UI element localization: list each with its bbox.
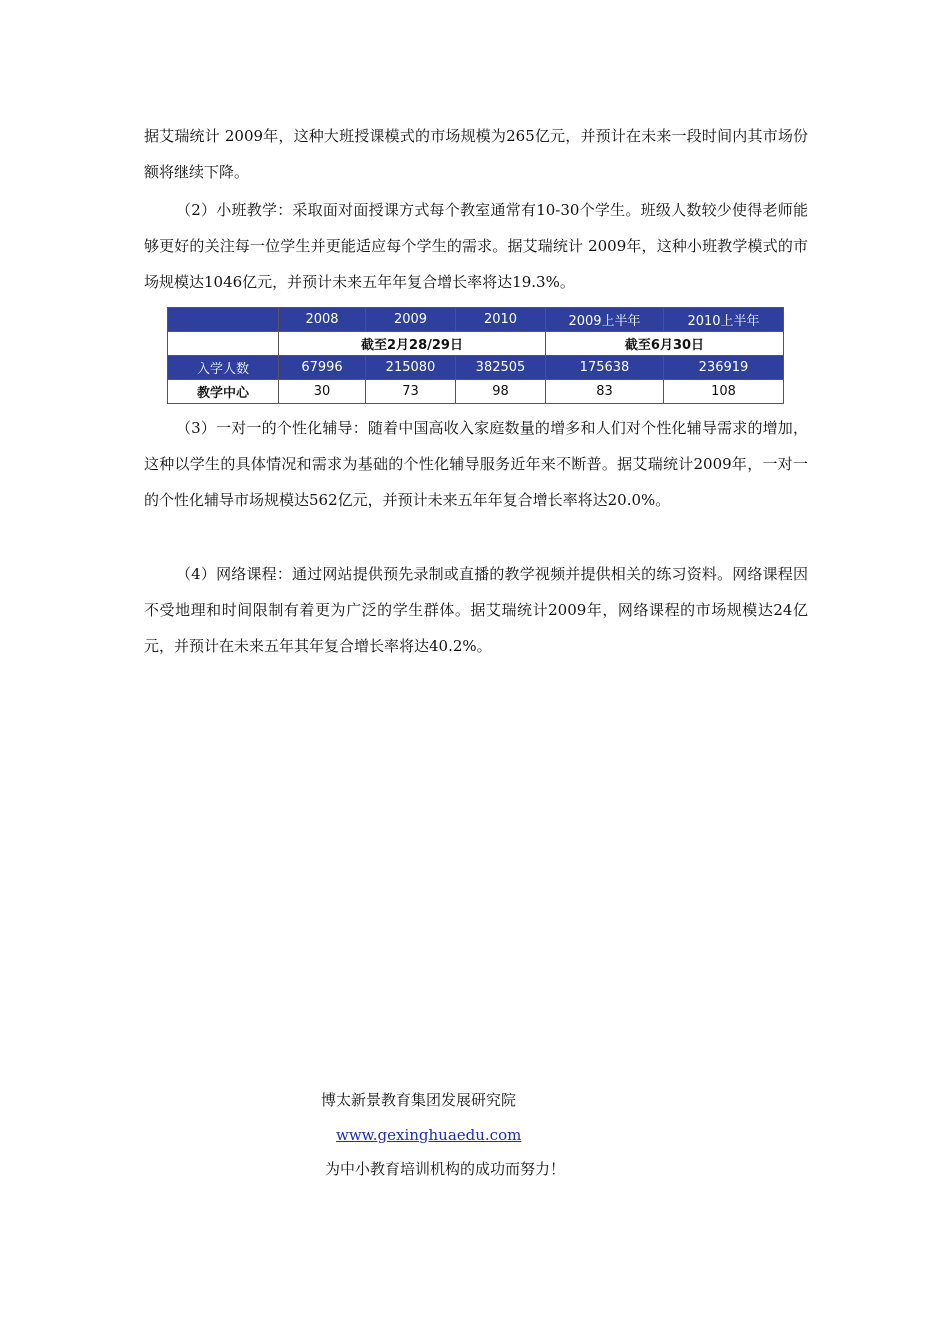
table-cell: 98 (456, 380, 546, 404)
table-cell: 108 (664, 380, 784, 404)
table-period-row (168, 332, 784, 356)
period-label-annual: 截至2月28/29日 (279, 332, 546, 356)
table-header-cell: 2009 (366, 308, 456, 332)
paragraph-one-on-one: （3）一对一的个性化辅导：随着中国高收入家庭数量的增多和人们对个性化辅导需求的增加，这种以学生的具体情况和需求为基础的个性化辅导服务近年来不断普。据艾瑞统计2009年，一对一的个性化辅导市场规模达562亿元，并预计未来五年年复合增长率将达20.0%。 (144, 419, 808, 509)
table-cell: 175638 (546, 356, 664, 380)
table-corner-cell (168, 308, 279, 332)
table-cell: 382505 (456, 356, 546, 380)
table-header-cell: 2009上半年 (546, 308, 664, 332)
table-header-row (168, 308, 784, 332)
enrollment-table (167, 307, 784, 404)
table-cell: 215080 (366, 356, 456, 380)
footer-org-name: 博太新景教育集团发展研究院 (321, 1091, 517, 1109)
table-row (168, 356, 784, 380)
paragraph-large-class: 据艾瑞统计 2009年，这种大班授课模式的市场规模为265亿元，并预计在未来一段时间内其市场份额将继续下降。 (144, 127, 808, 181)
table-cell: 30 (279, 380, 366, 404)
row-label: 教学中心 (168, 380, 279, 404)
table-header-cell: 2010上半年 (664, 308, 784, 332)
period-label-halfyear: 截至6月30日 (546, 332, 784, 356)
table-cell: 67996 (279, 356, 366, 380)
paragraph-small-class: （2）小班教学：采取面对面授课方式每个教室通常有10-30个学生。班级人数较少使得老师能够更好的关注每一位学生并更能适应每个学生的需求。据艾瑞统计 2009年，这种小班教学模式的市场规模达1046亿元，并预计未来五年年复合增长率将达19.3%。 (144, 201, 808, 291)
table-cell: 236919 (664, 356, 784, 380)
table-cell: 83 (546, 380, 664, 404)
table-row (168, 380, 784, 404)
footer-website-link[interactable]: www.gexinghuaedu.com (336, 1126, 522, 1144)
table-header-cell: 2008 (279, 308, 366, 332)
table-blank-cell (168, 332, 279, 356)
paragraph-online-course: （4）网络课程：通过网站提供预先录制或直播的教学视频并提供相关的练习资料。网络课程因不受地理和时间限制有着更为广泛的学生群体。据艾瑞统计2009年，网络课程的市场规模达24亿元，并预计在未来五年其年复合增长率将达40.2%。 (144, 565, 808, 655)
table-header-cell: 2010 (456, 308, 546, 332)
table-cell: 73 (366, 380, 456, 404)
row-label: 入学人数 (168, 356, 279, 380)
footer-slogan: 为中小教育培训机构的成功而努力！ (325, 1160, 566, 1178)
